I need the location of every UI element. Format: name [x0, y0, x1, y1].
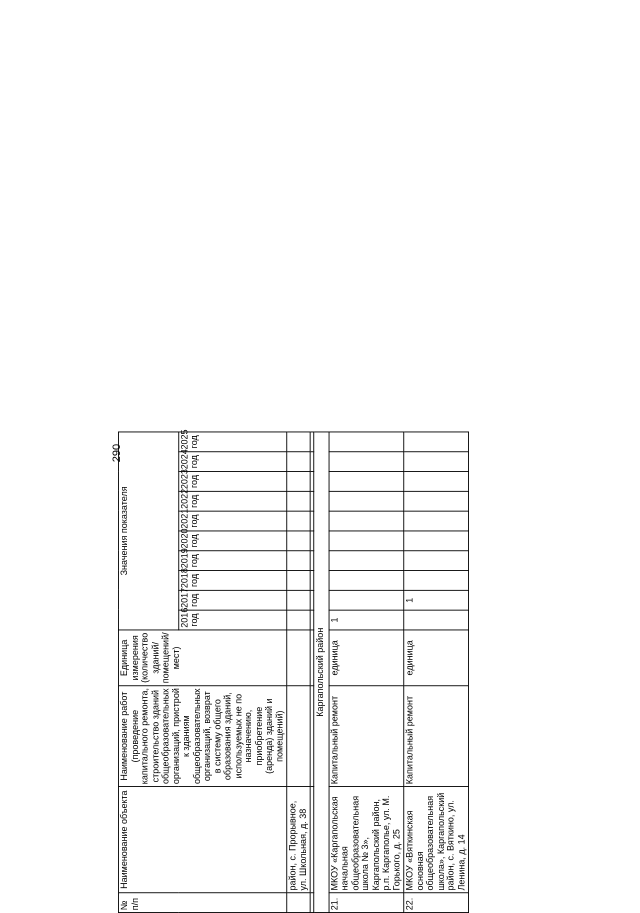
header-year: 2022 год: [179, 491, 287, 511]
unit-cell: единица: [329, 630, 404, 686]
value-cell: [404, 551, 469, 571]
value-cell: [404, 531, 469, 551]
value-cell: [404, 472, 469, 492]
indicator-table: [118, 431, 469, 913]
row-num: 21.: [329, 893, 404, 913]
rotated-page-content: [118, 429, 640, 913]
unit-cell: единица: [404, 630, 469, 686]
header-year: 2024 год: [179, 452, 287, 472]
header-work: Наименование работ (проведение капитального ремонта, строительство зданий общеобразовательных организаций, пристрой к зданиям общеобразовательных организаций, возврат в систему общего образования зданий, используемых не по назначению, приобретение (аренда) зданий и помещений): [118, 686, 286, 787]
value-cell: [404, 432, 469, 452]
value-cell: 1: [329, 610, 404, 630]
header-num: № п/п: [118, 893, 286, 913]
value-cell: [404, 571, 469, 591]
header-year: 2019 год: [179, 551, 287, 571]
value-cell: [329, 571, 404, 591]
object-cell: МКОУ «Вяткинская основная общеобразовательная школа», Каргапольский район, с. Вяткино, ул. Ленина, д. 14: [404, 787, 469, 893]
value-cell: [329, 472, 404, 492]
header-year: 2017 год: [179, 590, 287, 610]
header-year: 2023 год: [179, 472, 287, 492]
value-cell: [329, 531, 404, 551]
header-year: 2016 год: [179, 610, 287, 630]
header-year: 2025 год: [179, 432, 287, 452]
table-row-continued: [287, 432, 310, 913]
table-row: [329, 432, 404, 913]
header-year: 2020 год: [179, 531, 287, 551]
value-cell: [404, 491, 469, 511]
header-values: Значения показателя: [118, 432, 178, 630]
section-row: [314, 432, 329, 913]
value-cell: [404, 452, 469, 472]
value-cell: [329, 590, 404, 610]
table-header: [118, 429, 286, 913]
header-year: 2018 год: [179, 571, 287, 591]
table-row: [404, 432, 469, 913]
value-cell: [404, 610, 469, 630]
value-cell: [329, 511, 404, 531]
row-num: 22.: [404, 893, 469, 913]
work-cell: Капитальный ремонт: [404, 686, 469, 787]
value-cell: [329, 432, 404, 452]
section-title: Каргапольский район: [314, 432, 329, 913]
work-cell: Капитальный ремонт: [329, 686, 404, 787]
value-cell: [329, 491, 404, 511]
page-number: 290: [111, 443, 123, 463]
value-cell: [329, 551, 404, 571]
value-cell: [329, 452, 404, 472]
object-cell: МКОУ «Каргапольская начальная общеобразовательная школа № 3», Каргапольский район, р.п. Каргаполье, ул. М. Горького, д. 25: [329, 787, 404, 893]
header-year: 2021 год: [179, 511, 287, 531]
header-unit: Единица измерения (количество зданий/ помещений/ мест): [118, 630, 286, 686]
value-cell: 1: [404, 590, 469, 610]
object-cell: район, с. Прорывное, ул. Школьная, д. 38: [287, 787, 310, 893]
value-cell: [404, 511, 469, 531]
header-object: Наименование объекта: [118, 787, 286, 893]
